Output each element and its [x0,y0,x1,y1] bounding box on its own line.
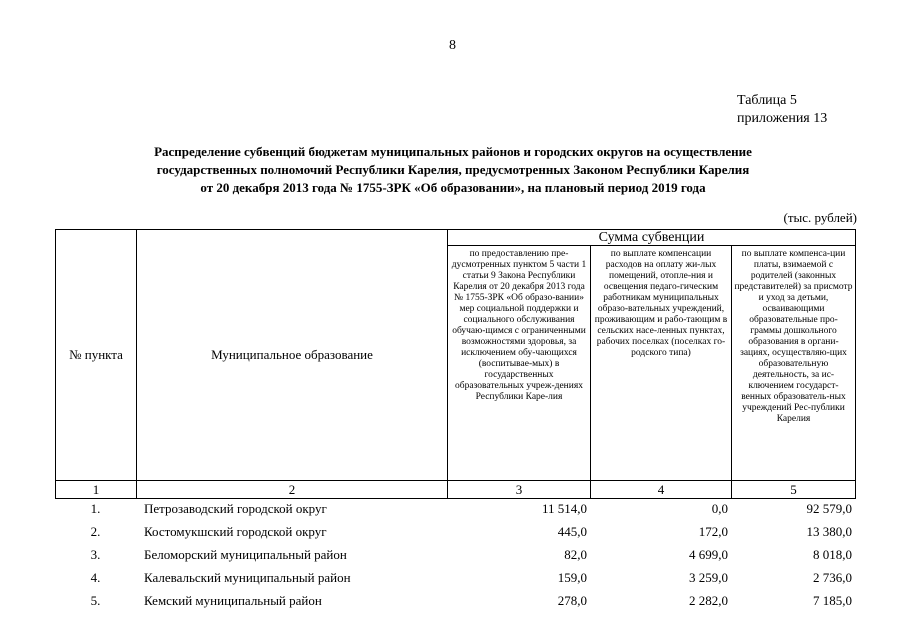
row-number: 2. [90,524,101,539]
column-index-5: 5 [732,481,856,499]
document-title-line-1: Распределение субвенций бюджетам муниципальных районов и городских округов на осуществление [154,144,752,159]
row-municipality: Беломорский муниципальный район [144,547,347,562]
column-index-3: 3 [448,481,591,499]
header-municipality: Муниципальное образование [137,230,448,481]
row-number: 4. [90,570,101,585]
row-municipality: Кемский муниципальный район [144,593,322,608]
row-value-col-4: 3 259,0 [689,570,728,585]
row-number: 5. [90,593,101,608]
column-index-1: 1 [56,481,137,499]
row-value-col-3: 278,0 [557,593,587,608]
row-value-col-5: 8 018,0 [813,547,852,562]
row-value-col-3: 82,0 [564,547,587,562]
row-value-col-5: 7 185,0 [813,593,852,608]
header-col-4: по выплате компенсации расходов на оплату жи-лых помещений, отопле-ния и освещения педаго-гическим работникам муниципальных образо-вательных учреждений, проживающим и рабо-тающим в сельских насе-ленных пунктах, рабочих поселках (поселках го-родского типа) [591,246,732,481]
table-row [55,543,855,566]
header-item-number: № пункта [56,230,137,481]
row-value-col-3: 11 514,0 [541,501,587,516]
column-index-4: 4 [591,481,732,499]
row-value-col-4: 172,0 [698,524,728,539]
header-subvention-sum: Сумма субвенции [448,230,856,246]
row-municipality: Петрозаводский городской округ [144,501,327,516]
table-reference [737,92,827,128]
document-title [100,143,806,197]
row-value-col-4: 4 699,0 [689,547,728,562]
units-label: (тыс. рублей) [783,210,857,225]
table-row [55,566,855,589]
document-title-line-2: государственных полномочий Республики Карелия, предусмотренных Законом Республики Карелия [156,162,750,177]
table-body [55,497,855,612]
row-number: 3. [90,547,101,562]
row-value-col-5: 92 579,0 [806,501,852,516]
row-value-col-3: 159,0 [557,570,587,585]
table-reference-line-1: Таблица 5 [737,93,797,108]
row-value-col-5: 13 380,0 [806,524,852,539]
column-index-2: 2 [137,481,448,499]
document-title-line-3: от 20 декабря 2013 года № 1755-ЗРК «Об образовании», на плановый период 2019 года [200,180,706,195]
table-row [55,497,855,520]
table-reference-line-2: приложения 13 [737,111,828,126]
row-municipality: Костомукшский городской округ [144,524,327,539]
header-col-5: по выплате компенса-ции платы, взимаемой с родителей (законных представителей) за присмотр и уход за детьми, осваивающими образовательные про-граммы дошкольного образования в органи-зациях, осуществляю-щих образовательную деятельность, за ис-ключением государст-венных образователь-ных учреждений Рес-публики Карелия [732,246,856,481]
page-number: 8 [449,38,456,53]
header-col-3: по предоставлению пре-дусмотренных пунктом 5 части 1 статьи 9 Закона Республики Карелия от 20 декабря 2013 года № 1755-ЗРК «Об образо-вании» мер социальной поддержки и социального обслуживания обучаю-щимся с ограниченными возможностями здоровья, за исключением обу-чающихся (воспитывае-мых) в государственных образовательных учреж-дениях Республики Каре-лия [448,246,591,481]
row-value-col-4: 0,0 [711,501,728,516]
row-value-col-4: 2 282,0 [689,593,728,608]
row-value-col-5: 2 736,0 [813,570,852,585]
row-municipality: Калевальский муниципальный район [144,570,351,585]
table-row [55,520,855,543]
row-value-col-3: 445,0 [557,524,587,539]
table-row [55,589,855,612]
row-number: 1. [90,501,101,516]
table-header [55,229,856,499]
